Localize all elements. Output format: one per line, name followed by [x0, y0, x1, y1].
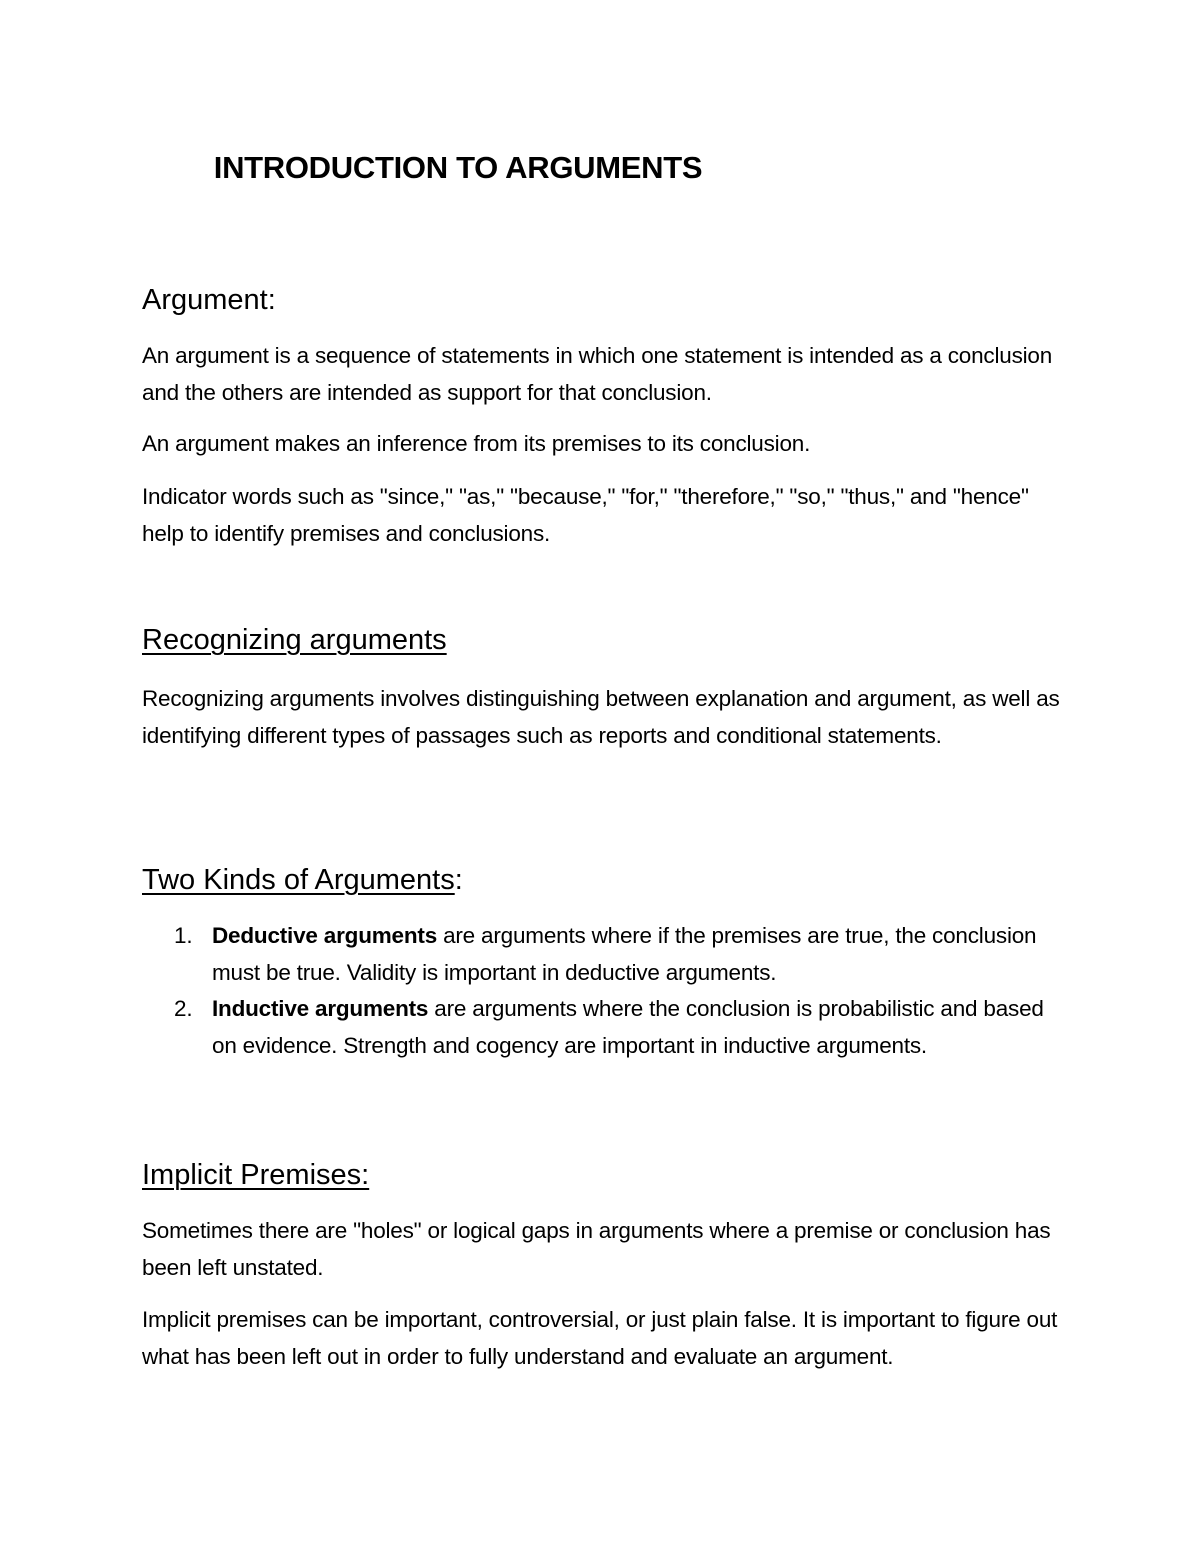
- section-argument: [142, 282, 1062, 318]
- implicit-paragraph-1-wrap: [142, 1213, 1062, 1286]
- heading-kinds-suffix: :: [454, 864, 463, 896]
- recognizing-paragraph-wrap: [142, 681, 1062, 754]
- list-item-term: Inductive arguments: [212, 996, 429, 1021]
- implicit-paragraph-2-wrap: [142, 1302, 1062, 1375]
- heading-implicit: [142, 1157, 1062, 1193]
- heading-recognizing: [142, 622, 1062, 658]
- list-item-term: Deductive arguments: [212, 923, 438, 948]
- heading-argument: Argument:: [142, 284, 276, 316]
- list-item-number: 2.: [174, 996, 193, 1021]
- implicit-paragraph-1: Sometimes there are "holes" or logical gaps in arguments where a premise or conclusion has been left unstated.: [142, 1218, 1051, 1280]
- section-kinds: [142, 862, 1062, 898]
- section-recognizing: [142, 622, 1062, 658]
- list-item: [142, 918, 1062, 991]
- document-title: INTRODUCTION TO ARGUMENTS: [213, 150, 703, 185]
- list-item-text: are arguments where the conclusion is probabilistic and based on evidence. Strength and cogency are important in inductive arguments.: [212, 996, 1044, 1058]
- heading-implicit-text: Implicit Premises:: [142, 1159, 370, 1191]
- argument-paragraph-2-wrap: [142, 426, 1062, 463]
- kinds-list-wrap: [142, 918, 1062, 1064]
- list-item-number: 1.: [174, 923, 193, 948]
- argument-paragraph-3: Indicator words such as "since," "as," "because," "for," "therefore," "so," "thus," and "hence" help to identify premises and conclusions.: [142, 484, 1029, 546]
- argument-paragraph-3-wrap: [142, 479, 1062, 552]
- kinds-list: [142, 918, 1062, 1064]
- argument-paragraph-1-wrap: [142, 338, 1062, 411]
- heading-kinds: [142, 862, 1062, 898]
- recognizing-paragraph: Recognizing arguments involves distinguishing between explanation and argument, as well as identifying different types of passages such as reports and conditional statements.: [142, 686, 1060, 748]
- list-item-text: are arguments where if the premises are true, the conclusion must be true. Validity is important in deductive arguments.: [212, 923, 1037, 985]
- title-wrap: [0, 148, 1058, 188]
- section-implicit: [142, 1157, 1062, 1193]
- argument-paragraph-1: An argument is a sequence of statements in which one statement is intended as a conclusion and the others are intended as support for that conclusion.: [142, 343, 1053, 405]
- heading-recognizing-text: Recognizing arguments: [142, 624, 447, 656]
- heading-kinds-text: Two Kinds of Arguments: [142, 864, 455, 896]
- argument-paragraph-2: An argument makes an inference from its premises to its conclusion.: [142, 431, 811, 456]
- implicit-paragraph-2: Implicit premises can be important, controversial, or just plain false. It is important to figure out what has been left out in order to fully understand and evaluate an argument.: [142, 1307, 1058, 1369]
- list-item: [142, 991, 1062, 1064]
